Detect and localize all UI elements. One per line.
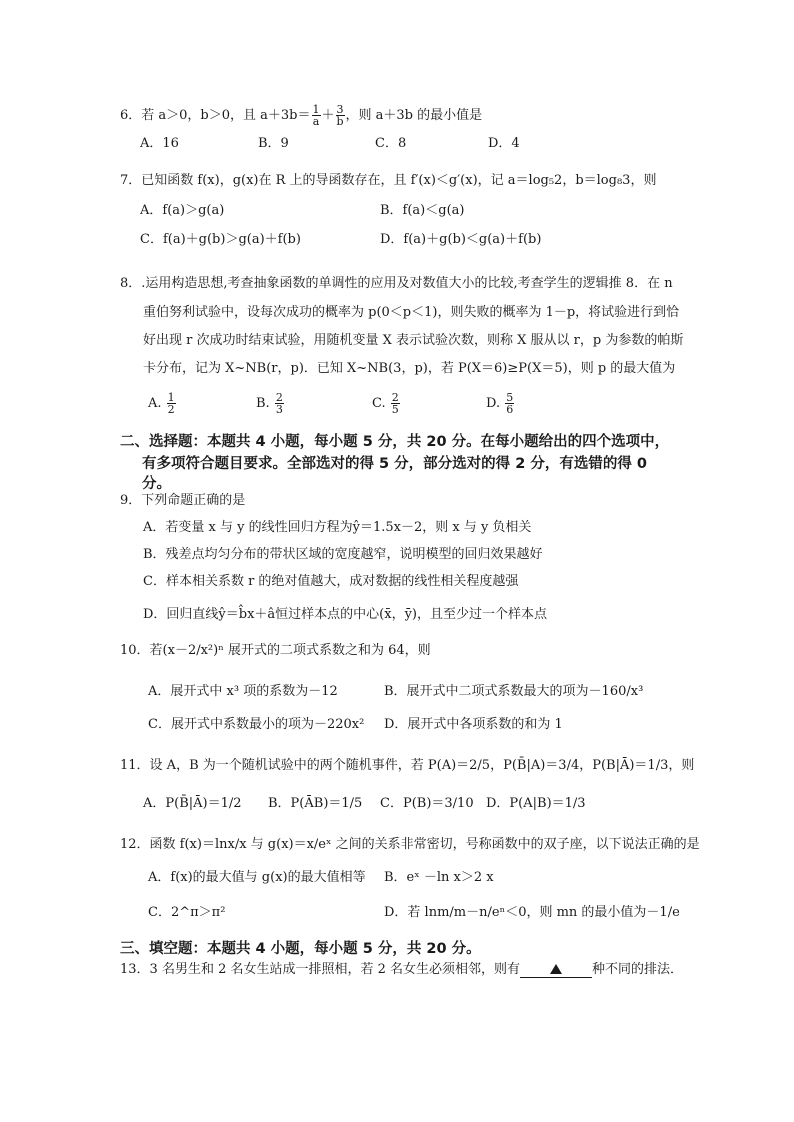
- q12-stem: 12．函数 f(x)＝lnx/x 与 g(x)＝x/eˣ 之间的关系非常密切，号称函数中的双子座，以下说法正确的是: [120, 837, 700, 852]
- q9-stem: 9．下列命题正确的是: [120, 493, 246, 508]
- q8-option-d: D. $\frac{5}{6}$: [486, 391, 514, 416]
- q6-frac-2: $\frac{3}{b}$: [336, 103, 344, 128]
- q11-option-d: D．P(A|B)＝1/3: [486, 796, 586, 811]
- section-2-heading-line-2: 有多项符合题目要求。全部选对的得 5 分，部分选对的得 2 分，有选错的得 0: [142, 456, 648, 472]
- q10-option-c: C．展开式中系数最小的项为－220x²: [148, 717, 365, 732]
- q6-option-c: C．8: [375, 136, 407, 151]
- q10-stem: 10．若(x－2/x²)ⁿ 展开式的二项式系数之和为 64，则: [120, 643, 431, 658]
- q11-option-c: C．P(B)＝3/10: [380, 796, 474, 811]
- q8-option-b: B. $\frac{2}{3}$: [256, 391, 283, 416]
- q6-option-d: D．4: [488, 136, 520, 151]
- answer-blank[interactable]: [520, 963, 592, 978]
- question-13: [120, 961, 683, 979]
- q12-option-a: A．f(x)的最大值与 g(x)的最大值相等: [148, 870, 366, 885]
- question-6: 6．若 a＞0，b＞0，且 a＋3b＝ $\frac{1}{a}$ ＋ $\frac{3}{b}$ ，则 a＋3b 的最小值是: [120, 103, 483, 128]
- q10-option-d: D．展开式中各项系数的和为 1: [384, 717, 563, 732]
- q8-option-a: A. $\frac{1}{2}$: [148, 391, 175, 416]
- q7-option-a: A．f(a)＞g(a): [140, 203, 225, 218]
- q8-line-3: 好出现 r 次成功时结束试验，用随机变量 X 表示试验次数，则称 X 服从以 r，p 为参数的帕斯: [143, 333, 684, 348]
- q12-option-d: D．若 lnm/m－n/eⁿ＜0，则 mn 的最小值为－1/e: [384, 905, 680, 920]
- q13-stem-b: 种不同的排法．: [592, 962, 684, 977]
- q8-line-2: 重伯努利试验中，设每次成功的概率为 p(0＜p＜1)，则失败的概率为 1－p，将试验进行到恰: [143, 305, 680, 320]
- q6-stem-a: 6．若 a＞0，b＞0，且 a＋3b＝: [120, 108, 311, 123]
- q7-stem: 7．已知函数 f(x)，g(x)在 R 上的导函数存在，且 f′(x)＜g′(x)，记 a＝log₅2，b＝log₈3，则: [120, 173, 657, 188]
- triangle-icon: [550, 964, 562, 974]
- q11-option-b: B．P(ĀB)＝1/5: [268, 796, 363, 811]
- q7-option-c: C．f(a)＋g(b)＞g(a)＋f(b): [140, 232, 301, 247]
- q8-line-4: 卡分布，记为 X~NB(r，p)．已知 X~NB(3，p)，若 P(X＝6)≥P(X＝5)，则 p 的最大值为: [143, 361, 676, 376]
- q7-option-d: D．f(a)＋g(b)＜g(a)＋f(b): [380, 232, 542, 247]
- q8-line-1: 8．.运用构造思想,考查抽象函数的单调性的应用及对数值大小的比较,考查学生的逻辑推 8．在 n: [120, 276, 673, 291]
- q10-option-b: B．展开式中二项式系数最大的项为－160/x³: [384, 684, 644, 699]
- q6-stem-b: ，则 a＋3b 的最小值是: [345, 108, 483, 123]
- q9-option-a: A．若变量 x 与 y 的线性回归方程为ŷ＝1.5x－2，则 x 与 y 负相关: [143, 520, 532, 535]
- section-3-heading: 三、填空题：本题共 4 小题，每小题 5 分，共 20 分。: [120, 941, 481, 957]
- q11-option-a: A．P(B̄|Ā)＝1/2: [143, 796, 242, 811]
- q7-option-b: B．f(a)＜g(a): [380, 203, 465, 218]
- q13-stem-a: 13．3 名男生和 2 名女生站成一排照相，若 2 名女生必须相邻，则有: [120, 962, 521, 977]
- q6-frac-1: $\frac{1}{a}$: [312, 103, 320, 128]
- q6-option-a: A．16: [140, 136, 179, 151]
- q9-option-c: C．样本相关系数 r 的绝对值越大，成对数据的线性相关程度越强: [143, 574, 519, 589]
- section-2-heading-line-1: 二、选择题：本题共 4 小题，每小题 5 分，共 20 分。在每小题给出的四个选项中，: [120, 434, 670, 450]
- q10-option-a: A．展开式中 x³ 项的系数为－12: [148, 684, 338, 699]
- q11-stem: 11．设 A，B 为一个随机试验中的两个随机事件，若 P(A)＝2/5，P(B̄|A)＝3/4，P(B|Ā)＝1/3，则: [120, 758, 695, 773]
- section-2-heading-line-3: 分。: [142, 476, 171, 492]
- q12-option-b: B．eˣ －ln x＞2 x: [384, 870, 494, 885]
- q9-option-b: B．残差点均匀分布的带状区域的宽度越窄，说明模型的回归效果越好: [143, 547, 543, 562]
- q12-option-c: C．2^π＞π²: [148, 905, 226, 920]
- q6-option-b: B．9: [258, 136, 289, 151]
- q8-option-c: C. $\frac{2}{5}$: [372, 391, 399, 416]
- q9-option-d: D．回归直线ŷ＝b̂x＋â恒过样本点的中心(x̄，ȳ)，且至少过一个样本点: [143, 607, 547, 622]
